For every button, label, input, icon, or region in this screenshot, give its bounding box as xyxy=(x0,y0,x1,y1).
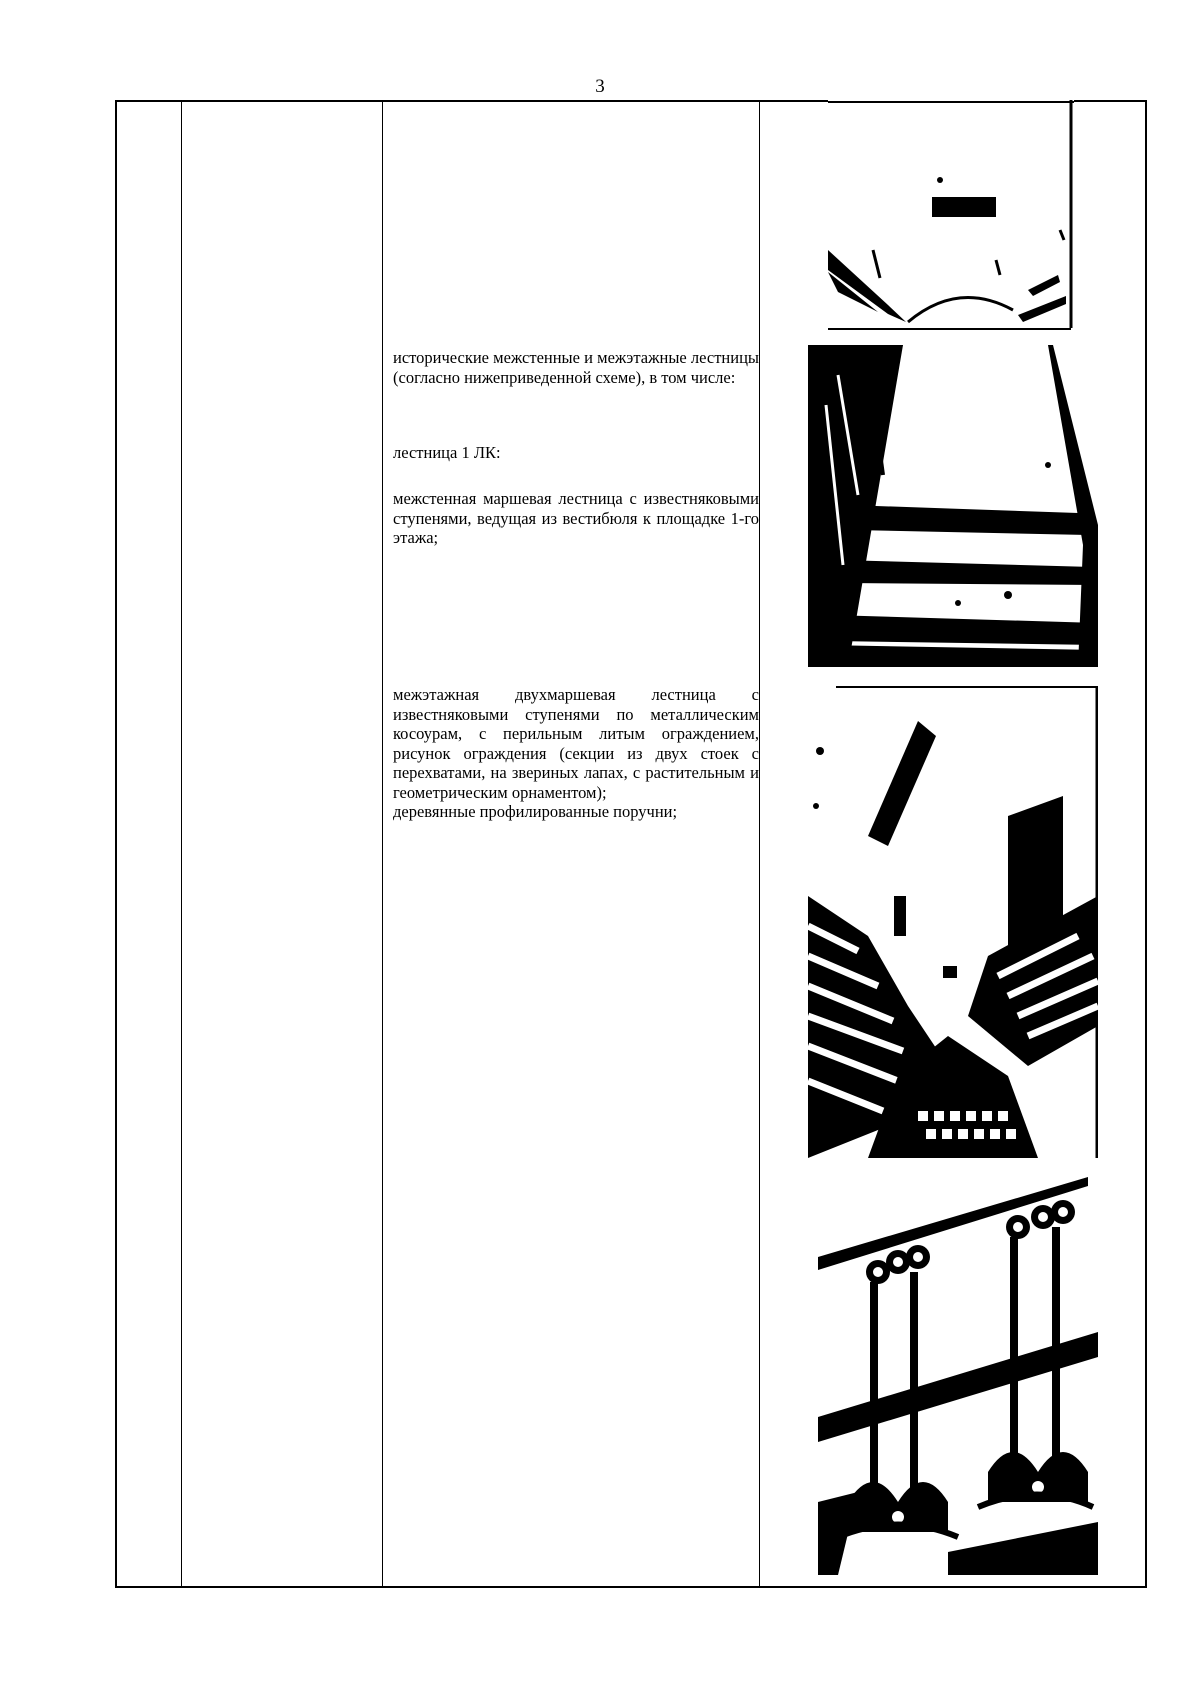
limestone-steps-photo-icon xyxy=(808,345,1098,667)
item-2-cell xyxy=(393,685,759,822)
cast-railing-photo-icon xyxy=(818,1172,1098,1575)
two-flight-stair-photo-icon xyxy=(808,686,1098,1158)
item-1-cell xyxy=(393,489,759,548)
stair-label: лестница 1 ЛК: xyxy=(393,443,501,462)
item-1-paragraph: межстенная маршевая лестница с известняковыми ступенями, ведущая из вестибюля к площадке 1-го этажа; xyxy=(393,489,759,547)
column-divider-2 xyxy=(382,102,383,1586)
column-divider-1 xyxy=(181,102,182,1586)
page-number: 3 xyxy=(595,76,605,97)
intro-paragraph: исторические межстенные и межэтажные лестницы (согласно нижеприведенной схеме), в том числе: xyxy=(393,348,759,387)
stair-ceiling-photo-icon xyxy=(828,100,1074,332)
description-cell xyxy=(393,348,759,387)
column-divider-3 xyxy=(759,102,760,1586)
item-3-paragraph: деревянные профилированные поручни; xyxy=(393,802,678,821)
item-2-paragraph: межэтажная двухмаршевая лестница с известняковыми ступенями по металлическим косоурам, с перильным литым ограждением, рисунок ограждения (секции из двух стоек с перехватами, на звериных лапах, с растительным и геометрическим орнаментом); xyxy=(393,685,759,802)
stair-label-cell xyxy=(393,443,759,463)
